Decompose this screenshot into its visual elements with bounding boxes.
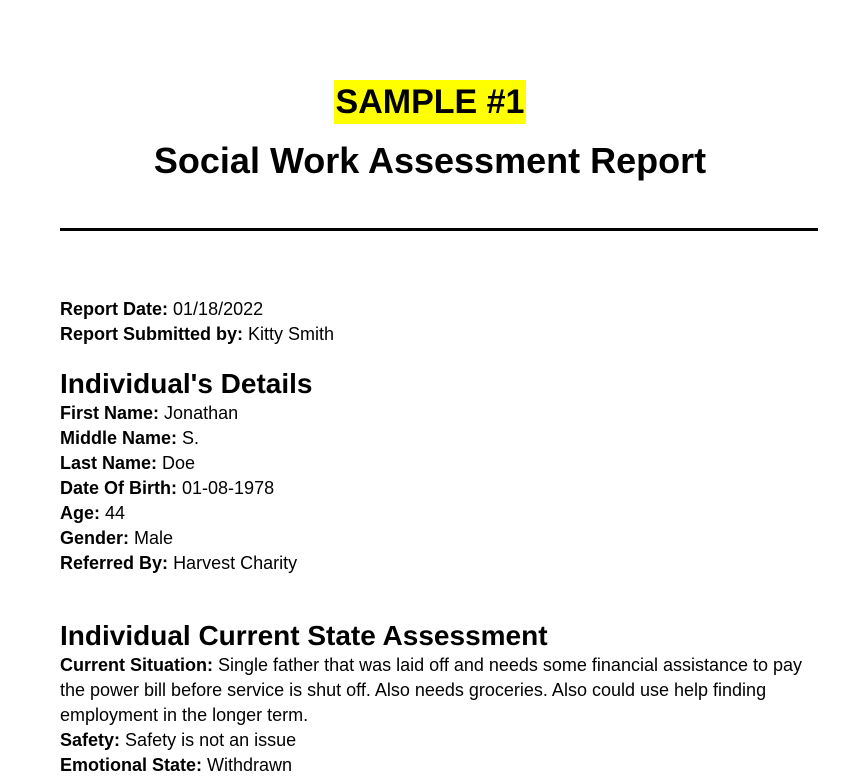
report-submitted-label: Report Submitted by:: [60, 324, 243, 344]
safety-label: Safety:: [60, 730, 121, 750]
age-field: [60, 501, 820, 526]
field-label: Referred By:: [60, 553, 169, 573]
individual-details-heading: Individual's Details: [60, 368, 313, 399]
report-title: Social Work Assessment Report: [153, 140, 707, 181]
field-value: S.: [182, 428, 200, 448]
referred-by-field: [60, 551, 820, 576]
field-value: 01-08-1978: [182, 478, 275, 498]
report-date: [60, 297, 820, 322]
current-situation-label: Current Situation:: [60, 655, 213, 675]
emotional-state-label: Emotional State:: [60, 755, 203, 775]
title-divider: [60, 228, 818, 231]
field-label: Middle Name:: [60, 428, 178, 448]
field-value: Doe: [162, 453, 196, 473]
current-situation: [60, 653, 820, 728]
sample-tag: SAMPLE #1: [334, 80, 527, 124]
emotional-state-value: Withdrawn: [207, 755, 293, 775]
individual-details-section: [60, 367, 820, 576]
field-value: Jonathan: [164, 403, 239, 423]
field-label: Age:: [60, 503, 100, 523]
field-value: Harvest Charity: [173, 553, 298, 573]
sample-tag-wrapper: [0, 80, 860, 124]
current-situation-value: Single father that was laid off and needs some financial assistance to pay the power bill before service is shut off. Also needs groceries. Also could use help finding employment in the longer term.: [60, 655, 803, 725]
field-label: Date Of Birth:: [60, 478, 177, 498]
date-of-birth-field: [60, 476, 820, 501]
field-value: Male: [134, 528, 174, 548]
gender-field: [60, 526, 820, 551]
field-value: 44: [105, 503, 126, 523]
report-submitted-by: [60, 322, 820, 347]
report-date-value: 01/18/2022: [173, 299, 264, 319]
current-state-assessment-section: [60, 619, 820, 778]
last-name-field: [60, 451, 820, 476]
field-label: Gender:: [60, 528, 130, 548]
safety-value: Safety is not an issue: [125, 730, 297, 750]
middle-name-field: [60, 426, 820, 451]
field-label: First Name:: [60, 403, 160, 423]
first-name-field: [60, 401, 820, 426]
field-label: Last Name:: [60, 453, 158, 473]
report-submitted-value: Kitty Smith: [248, 324, 335, 344]
emotional-state: [60, 753, 820, 778]
report-date-label: Report Date:: [60, 299, 169, 319]
safety: [60, 728, 820, 753]
assessment-heading: Individual Current State Assessment: [60, 620, 548, 651]
report-meta: [60, 297, 820, 347]
